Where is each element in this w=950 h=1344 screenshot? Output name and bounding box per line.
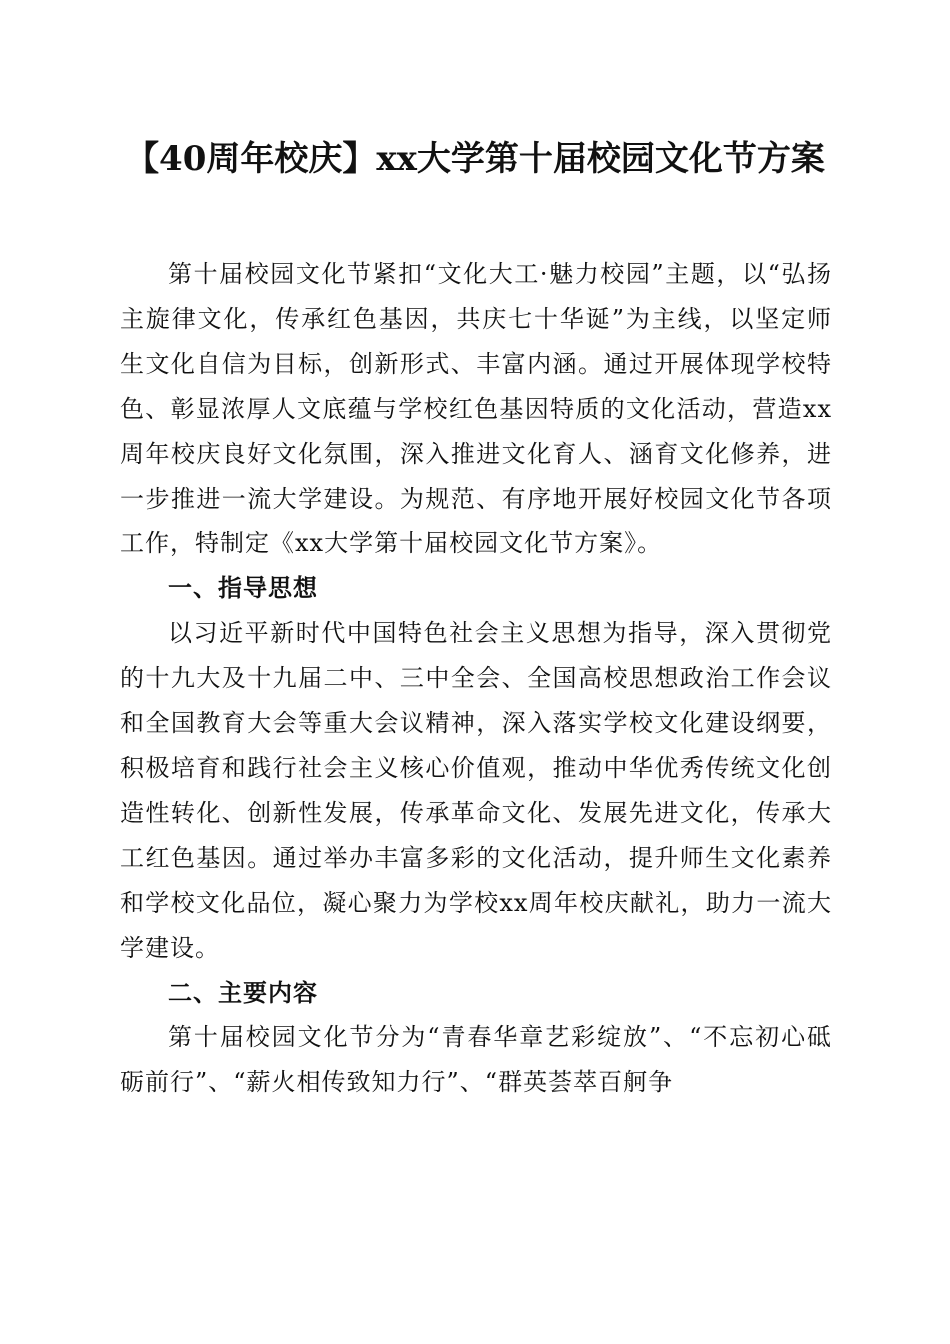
main-content-paragraph: 第十届校园文化节分为“青春华章艺彩绽放”、“不忘初心砥砺前行”、“薪火相传致知力行”、“群英荟萃百舸争 bbox=[120, 1023, 832, 1097]
section-heading-main-content: 二、主要内容 bbox=[168, 978, 318, 1007]
intro-paragraph: 第十届校园文化节紧扣“文化大工·魅力校园”主题，以“弘扬主旋律文化，传承红色基因，共庆七十华诞”为主线，以坚定师生文化自信为目标，创新形式、丰富内涵。通过开展体现学校特色、彰显浓厚人文底蕴与学校红色基因特质的文化活动，营造xx周年校庆良好文化氛围，深入推进文化育人、涵育文化修养，进一步推进一流大学建设。为规范、有序地开展好校园文化节各项工作，特制定《xx大学第十届校园文化节方案》。 bbox=[120, 260, 832, 558]
section-heading-guiding-thought: 一、指导思想 bbox=[168, 574, 318, 603]
guiding-thought-paragraph: 以习近平新时代中国特色社会主义思想为指导，深入贯彻党的十九大及十九届二中、三中全会、全国高校思想政治工作会议和全国教育大会等重大会议精神，深入落实学校文化建设纲要，积极培育和践行社会主义核心价值观，推动中华优秀传统文化创造性转化、创新性发展，传承革命文化、发展先进文化，传承大工红色基因。通过举办丰富多彩的文化活动，提升师生文化素养和学校文化品位，凝心聚力为学校xx周年校庆献礼，助力一流大学建设。 bbox=[120, 619, 832, 962]
document-title: 【40周年校庆】xx大学第十届校园文化节方案 bbox=[125, 139, 825, 179]
document-body bbox=[120, 252, 832, 1105]
